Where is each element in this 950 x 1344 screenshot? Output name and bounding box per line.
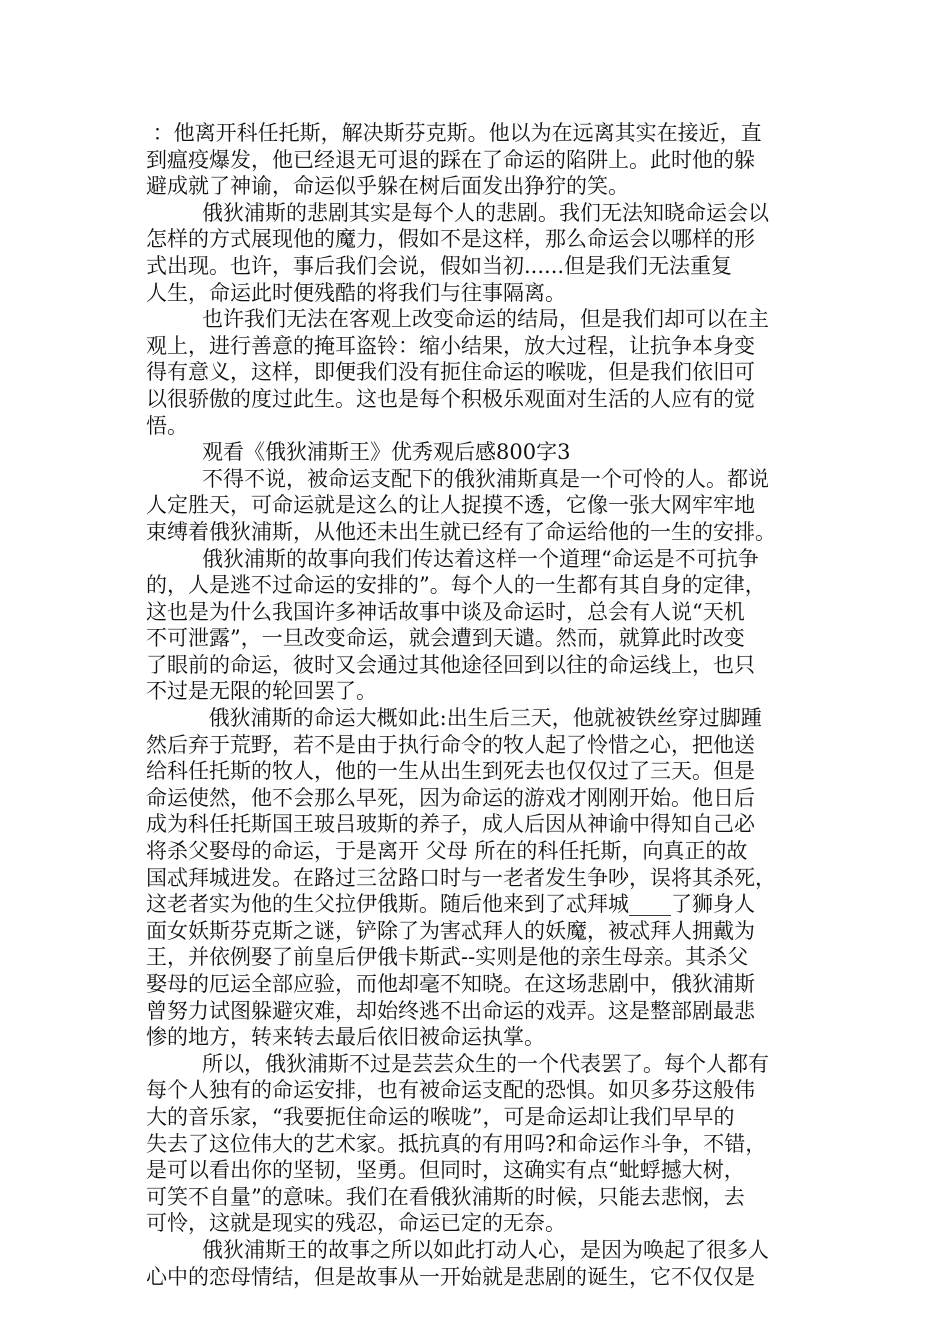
text-line: 这也是为什么我国许多神话故事中谈及命运时，总会有人说“天机 (146, 599, 745, 624)
text-line: 将杀父娶母的命运，于是离开 父母 所在的科任托斯，向真正的故 (146, 839, 748, 864)
text-line: 大的音乐家，“我要扼住命运的喉咙”，可是命运却让我们早早的 (146, 1104, 735, 1129)
text-line: 心中的恋母情结，但是故事从一开始就是悲剧的诞生，它不仅仅是 (146, 1264, 755, 1289)
text-line: 失去了这位伟大的艺术家。抵抗真的有用吗?和命运作斗争，不错， (146, 1131, 767, 1156)
paragraph (146, 1051, 810, 1237)
text-line: 然后弃于荒野，若不是由于执行命令的牧人起了怜惜之心，把他送 (146, 732, 755, 757)
paragraph (146, 466, 810, 546)
text-line: 给科任托斯的牧人，他的一生从出生到死去也仅仅过了三天。但是 (146, 759, 755, 784)
text-line: 成为科任托斯国王玻吕玻斯的养子，成人后因从神谕中得知自己必 (146, 812, 755, 837)
text-line: 人定胜天，可命运就是这么的让人捉摸不透，它像一张大网牢牢地 (146, 493, 755, 518)
text-line: 束缚着俄狄浦斯，从他还未出生就已经有了命运给他的一生的安排。 (146, 519, 776, 544)
text-line: 俄狄浦斯王的故事之所以如此打动人心，是因为唤起了很多人 (202, 1237, 769, 1262)
paragraph (146, 120, 810, 200)
text-line: 可笑不自量”的意味。我们在看俄狄浦斯的时候，只能去悲悯，去 (146, 1184, 745, 1209)
text-line: ：他离开科任托斯，解决斯芬克斯。他以为在远离其实在接近，直 (146, 121, 762, 145)
text-line: 以很骄傲的度过此生。这也是每个积极乐观面对生活的人应有的觉 (146, 386, 755, 411)
text-line: 可怜，这就是现实的残忍，命运已定的无奈。 (146, 1211, 566, 1236)
text-line: 每个人独有的命运安排，也有被命运支配的恐惧。如贝多芬这般伟 (146, 1078, 755, 1103)
paragraph (146, 1237, 810, 1290)
text-line: 到瘟疫爆发，他已经退无可退的踩在了命运的陷阱上。此时他的躲 (146, 147, 755, 172)
text-line: 面女妖斯芬克斯之谜，铲除了为害忒拜人的妖魔，被忒拜人拥戴为 (146, 918, 755, 943)
section-heading (146, 439, 810, 466)
paragraph (146, 306, 810, 439)
text-line: 人生，命运此时便残酷的将我们与往事隔离。 (146, 280, 566, 305)
text-line: 曾努力试图躲避灾难，却始终逃不出命运的戏弄。这是整部剧最悲 (146, 998, 755, 1023)
text-line: 的，人是逃不过命运的安排的”。每个人的一生都有其自身的定律， (146, 573, 766, 598)
text-line: 观上，进行善意的掩耳盗铃：缩小结果，放大过程，让抗争本身变 (146, 333, 755, 358)
text-line: 怎样的方式展现他的魔力，假如不是这样，那么命运会以哪样的形 (146, 227, 755, 252)
paragraph (146, 200, 810, 306)
text-line: 不得不说，被命运支配下的俄狄浦斯真是一个可怜的人。都说 (202, 466, 769, 491)
text-line: 得有意义，这样，即便我们没有扼住命运的喉咙，但是我们依旧可 (146, 360, 755, 385)
paragraph (146, 546, 810, 706)
text-line: 避成就了神谕，命运似乎躲在树后面发出狰狞的笑。 (146, 174, 629, 199)
text-line: 俄狄浦斯的悲剧其实是每个人的悲剧。我们无法知晓命运会以 (202, 200, 769, 225)
text-line: 国忒拜城进发。在路过三岔路口时与一老者发生争吵，误将其杀死， (146, 865, 776, 890)
text-line: 所以，俄狄浦斯不过是芸芸众生的一个代表罢了。每个人都有 (202, 1051, 769, 1076)
text-line: 式出现。也许，事后我们会说，假如当初......但是我们无法重复 (146, 253, 733, 278)
text-line: 不可泄露”，一旦改变命运，就会遭到天谴。然而，就算此时改变 (146, 626, 745, 651)
text-line: 不过是无限的轮回罢了。 (146, 679, 377, 704)
document-body (146, 120, 810, 1290)
paragraph (146, 705, 810, 1051)
text-line: 是可以看出你的坚韧，坚勇。但同时，这确实有点“蚍蜉撼大树， (146, 1158, 745, 1183)
text-line: 娶母的厄运全部应验，而他却毫不知晓。在这场悲剧中，俄狄浦斯 (146, 972, 755, 996)
text-line: 观看《俄狄浦斯王》优秀观后感800字3 (202, 440, 571, 465)
text-line: 俄狄浦斯的故事向我们传达着这样一个道理“命运是不可抗争 (202, 546, 759, 571)
text-line: 俄狄浦斯的命运大概如此:出生后三天，他就被铁丝穿过脚踵 (202, 706, 762, 731)
text-line: 这老者实为他的生父拉伊俄斯。随后他来到了忒拜城____了狮身人 (146, 892, 755, 917)
text-line: 王，并依例娶了前皇后伊俄卡斯武--实则是他的亲生母亲。其杀父 (146, 945, 749, 970)
text-line: 惨的地方，转来转去最后依旧被命运执掌。 (146, 1025, 545, 1050)
text-line: 了眼前的命运，彼时又会通过其他途径回到以往的命运线上，也只 (146, 652, 755, 677)
text-line: 也许我们无法在客观上改变命运的结局，但是我们却可以在主 (202, 307, 769, 332)
text-line: 悟。 (146, 413, 188, 438)
text-line: 命运使然，他不会那么早死，因为命运的游戏才刚刚开始。他日后 (146, 785, 755, 810)
